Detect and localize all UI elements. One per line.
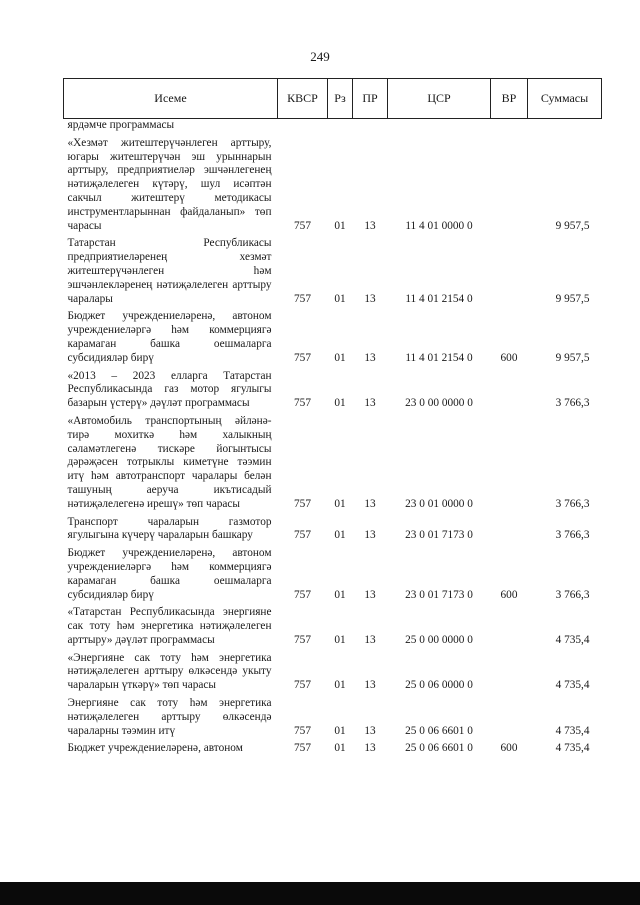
- cell-name: «Хезмәт житештерүчәнлеген арттыру, югары житештерүчән эш урыннарын арттыру, предприятиеләр эшчәнлегенең нәтиҗәлелеген күтәрү, шул исәптән сакчыл житештерү методикасы инструментларыннан файдаланып» төп чарасы: [67, 136, 272, 232]
- table-row: [64, 513, 602, 545]
- cell-csr: 23 0 00 0000 0: [405, 397, 473, 410]
- cell-name: «2013 – 2023 елларга Татарстан Республикасында газ мотор ягулыгы базарын үстерү» дәүләт программасы: [67, 369, 272, 410]
- cell-kvsr: 757: [294, 679, 311, 692]
- cell-csr: 11 4 01 0000 0: [405, 219, 473, 232]
- cell-rz: 01: [334, 588, 346, 601]
- cell-csr: 23 0 01 7173 0: [405, 588, 473, 601]
- table-header-row: [64, 79, 602, 119]
- header-pr: ПР: [353, 79, 388, 119]
- table-row: [64, 234, 602, 307]
- cell-rz: 01: [334, 633, 346, 646]
- cell-sum: 9 957,5: [555, 351, 590, 364]
- header-name: Исеме: [64, 79, 278, 119]
- cell-vr: [491, 367, 528, 412]
- table-row: [64, 367, 602, 412]
- cell-vr: [491, 694, 528, 739]
- cell-kvsr: 757: [294, 497, 311, 510]
- cell-pr: 13: [364, 742, 376, 755]
- cell-kvsr: 757: [294, 724, 311, 737]
- cell-sum: 3 766,3: [555, 497, 590, 510]
- cell-kvsr: 757: [294, 633, 311, 646]
- cell-kvsr: 757: [294, 529, 311, 542]
- cell-sum: 4 735,4: [555, 679, 590, 692]
- cell-csr: [388, 119, 491, 134]
- table-row: [64, 544, 602, 603]
- cell-name: «Татарстан Республикасында энергияне сак тоту һәм энергетика нәтиҗәлелеген арттыру» дәүләт программасы: [67, 606, 272, 646]
- cell-rz: [328, 119, 353, 134]
- header-sum: Суммасы: [528, 79, 602, 119]
- cell-vr: [491, 603, 528, 648]
- cell-pr: 13: [364, 529, 376, 542]
- cell-vr: [491, 134, 528, 235]
- cell-name: Татарстан Республикасы предприятиеләренең хезмәт житештерүчәнлеген һәм эшчәнлекләренең нәтиҗәлелеген арттыру чаралары: [67, 237, 272, 305]
- cell-pr: 13: [364, 397, 376, 410]
- cell-sum: [528, 119, 602, 134]
- cell-pr: 13: [364, 497, 376, 510]
- cell-vr: [491, 234, 528, 307]
- cell-name: Бюджет учреждениеләренә, автоном учреждениеләргә һәм коммерциягә карамаган башка оешмаларга субсидияләр бирү: [67, 310, 272, 364]
- cell-csr: 11 4 01 2154 0: [405, 292, 473, 305]
- cell-rz: 01: [334, 497, 346, 510]
- cell-kvsr: 757: [294, 397, 311, 410]
- budget-table: [63, 78, 601, 757]
- cell-vr: [491, 649, 528, 694]
- scan-bottom-edge: [0, 882, 640, 905]
- cell-vr: 600: [500, 588, 518, 601]
- cell-sum: 3 766,3: [555, 588, 590, 601]
- cell-pr: [353, 119, 388, 134]
- cell-csr: 23 0 01 7173 0: [405, 529, 473, 542]
- cell-sum: 4 735,4: [555, 742, 590, 755]
- cell-rz: 01: [334, 679, 346, 692]
- cell-csr: 25 0 06 6601 0: [405, 742, 473, 755]
- cell-kvsr: 757: [294, 219, 311, 232]
- cell-pr: 13: [364, 219, 376, 232]
- header-csr: ЦСР: [388, 79, 491, 119]
- cell-sum: 4 735,4: [555, 633, 590, 646]
- cell-rz: 01: [334, 529, 346, 542]
- cell-name: «Автомобиль транспортының әйләнә-тирә мохиткә һәм халыкның сәламәтлегенә тискәре йогынтысы дәрәҗәсен тотрыклы киметүне тәэмин итү һәм автотранспорт чаралары белән ташуның аеруча икътисадый нәтиҗәлелегенә ирешү» төп чарасы: [67, 414, 272, 510]
- cell-kvsr: 757: [294, 588, 311, 601]
- cell-vr: [491, 119, 528, 134]
- cell-pr: 13: [364, 679, 376, 692]
- cell-vr: [491, 513, 528, 545]
- cell-pr: 13: [364, 351, 376, 364]
- table-row: [64, 603, 602, 648]
- table-row: [64, 694, 602, 739]
- cell-vr: 600: [500, 351, 518, 364]
- cell-csr: 11 4 01 2154 0: [405, 351, 473, 364]
- header-kvsr: КВСР: [278, 79, 328, 119]
- cell-csr: 25 0 06 0000 0: [405, 679, 473, 692]
- cell-sum: 9 957,5: [555, 219, 590, 232]
- cell-rz: 01: [334, 742, 346, 755]
- header-rz: Рз: [328, 79, 353, 119]
- cell-pr: 13: [364, 588, 376, 601]
- header-vr: ВР: [491, 79, 528, 119]
- cell-vr: [491, 412, 528, 513]
- cell-rz: 01: [334, 292, 346, 305]
- cell-pr: 13: [364, 633, 376, 646]
- cell-sum: 3 766,3: [555, 529, 590, 542]
- cell-sum: 3 766,3: [555, 397, 590, 410]
- cell-rz: 01: [334, 397, 346, 410]
- page-number: 249: [310, 49, 330, 64]
- cell-name: Бюджет учреждениеләренә, автоном: [67, 742, 243, 755]
- cell-name: ярдәмче программасы: [67, 119, 175, 131]
- cell-csr: 25 0 00 0000 0: [405, 633, 473, 646]
- cell-kvsr: 757: [294, 742, 311, 755]
- cell-sum: 4 735,4: [555, 724, 590, 737]
- cell-vr: 600: [500, 742, 518, 755]
- cell-kvsr: 757: [294, 292, 311, 305]
- cell-name: Энергияне сак тоту һәм энергетика нәтиҗәлелеген арттыру өлкәсендә чараларны тәэмин итү: [67, 697, 272, 737]
- table-row: [64, 649, 602, 694]
- table-row: [64, 119, 602, 134]
- cell-pr: 13: [364, 724, 376, 737]
- cell-sum: 9 957,5: [555, 292, 590, 305]
- table-row: [64, 134, 602, 235]
- table-row: [64, 739, 602, 757]
- table-row: [64, 307, 602, 366]
- cell-kvsr: 757: [294, 351, 311, 364]
- cell-rz: 01: [334, 724, 346, 737]
- cell-pr: 13: [364, 292, 376, 305]
- cell-csr: 25 0 06 6601 0: [405, 724, 473, 737]
- cell-csr: 23 0 01 0000 0: [405, 497, 473, 510]
- cell-name: Бюджет учреждениеләренә, автоном учреждениеләргә һәм коммерциягә карамаган башка оешмаларга субсидияләр бирү: [67, 547, 272, 601]
- cell-name: «Энергияне сак тоту һәм энергетика нәтиҗәлелеген арттыру өлкәсендә укыту чараларын үткәрү» төп чарасы: [67, 651, 272, 692]
- cell-rz: 01: [334, 351, 346, 364]
- table-row: [64, 412, 602, 513]
- cell-kvsr: [278, 119, 328, 134]
- cell-rz: 01: [334, 219, 346, 232]
- cell-name: Транспорт чараларын газмотор ягулыгына күчерү чараларын башкару: [67, 515, 272, 542]
